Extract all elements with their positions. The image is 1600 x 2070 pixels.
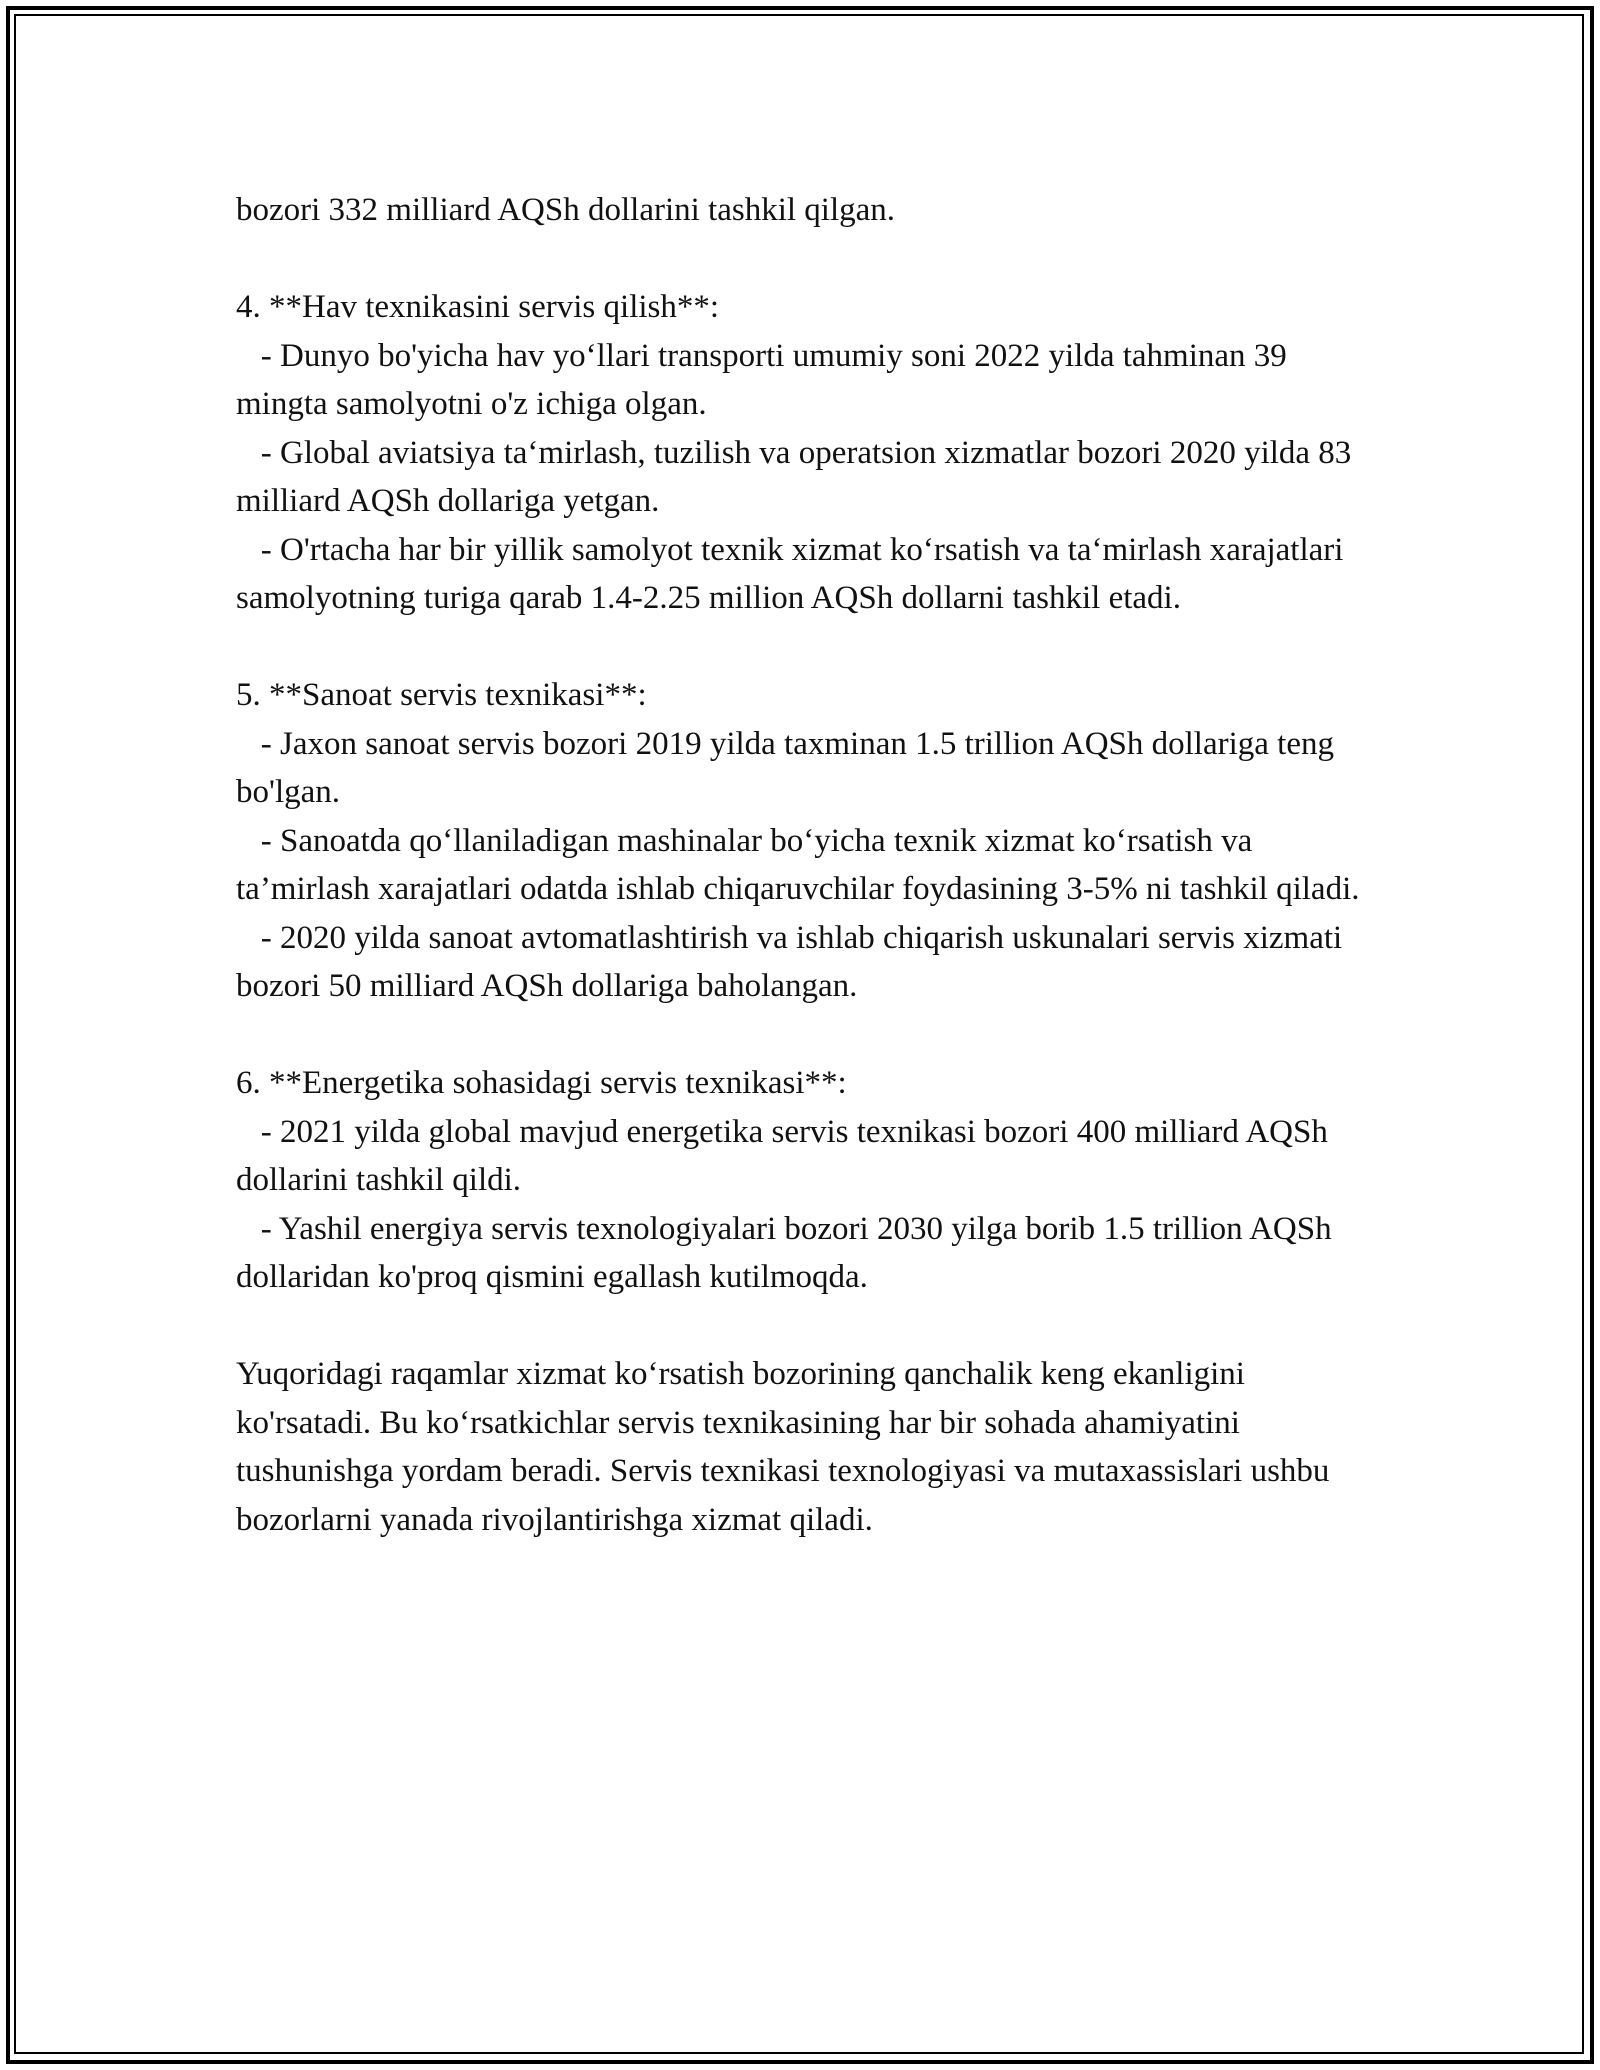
section-heading: 4. **Hav texnikasini servis qilish**: [236,289,720,325]
bullet-item: - 2021 yilda global mavjud energetika servis texnikasi bozori 400 milliard AQSh dollarini tashkil qildi. [236,1113,1337,1198]
section-energy-service [236,1059,1376,1302]
bullet-item: - 2020 yilda sanoat avtomatlashtirish va ishlab chiqarish uskunalari servis xizmati bozori 50 milliard AQSh dollariga baholangan. [236,919,1351,1004]
bullet-item: - Global aviatsiya ta‘mirlash, tuzilish va operatsion xizmatlar bozori 2020 yilda 83 milliard AQSh dollariga yetgan. [236,434,1360,519]
bullet-item: - Yashil energiya servis texnologiyalari bozori 2030 yilga borib 1.5 trillion AQSh dollaridan ko'proq qismini egallash kutilmoqda. [236,1210,1340,1295]
bullet-item: - Dunyo bo'yicha hav yo‘llari transporti umumiy soni 2022 yilda tahminan 39 mingta samolyotni o'z ichiga olgan. [236,337,1296,422]
bullet-item: - Jaxon sanoat servis bozori 2019 yilda taxminan 1.5 trillion AQSh dollariga teng bo'lgan. [236,725,1343,810]
section-industrial-service [236,671,1376,1011]
section-heading: 6. **Energetika sohasidagi servis texnikasi**: [236,1065,847,1101]
conclusion-paragraph: Yuqoridagi raqamlar xizmat ko‘rsatish bozorining qanchalik keng ekanligini ko'rsatadi. Bu ko‘rsatkichlar servis texnikasining har bir sohada ahamiyatini tushunishga yordam beradi. Servis texnikasi texnologiyasi va mutaxassislari ushbu bozorlarni yanada rivojlantirishga xizmat qiladi. [236,1356,1338,1538]
section-heading: 5. **Sanoat servis texnikasi**: [236,677,647,713]
bullet-item: - Sanoatda qo‘llaniladigan mashinalar bo‘yicha texnik xizmat ko‘rsatish va ta’mirlash xarajatlari odatda ishlab chiqaruvchilar foydasining 3-5% ni tashkil qiladi. [236,822,1360,907]
section-air-service [236,283,1376,623]
bullet-item: - O'rtacha har bir yillik samolyot texnik xizmat ko‘rsatish va ta‘mirlash xarajatlari samolyotning turiga qarab 1.4-2.25 million AQSh dollarni tashkil etadi. [236,531,1352,616]
document-body [236,186,1376,1544]
intro-tail-text: bozori 332 milliard AQSh dollarini tashkil qilgan. [236,192,896,228]
